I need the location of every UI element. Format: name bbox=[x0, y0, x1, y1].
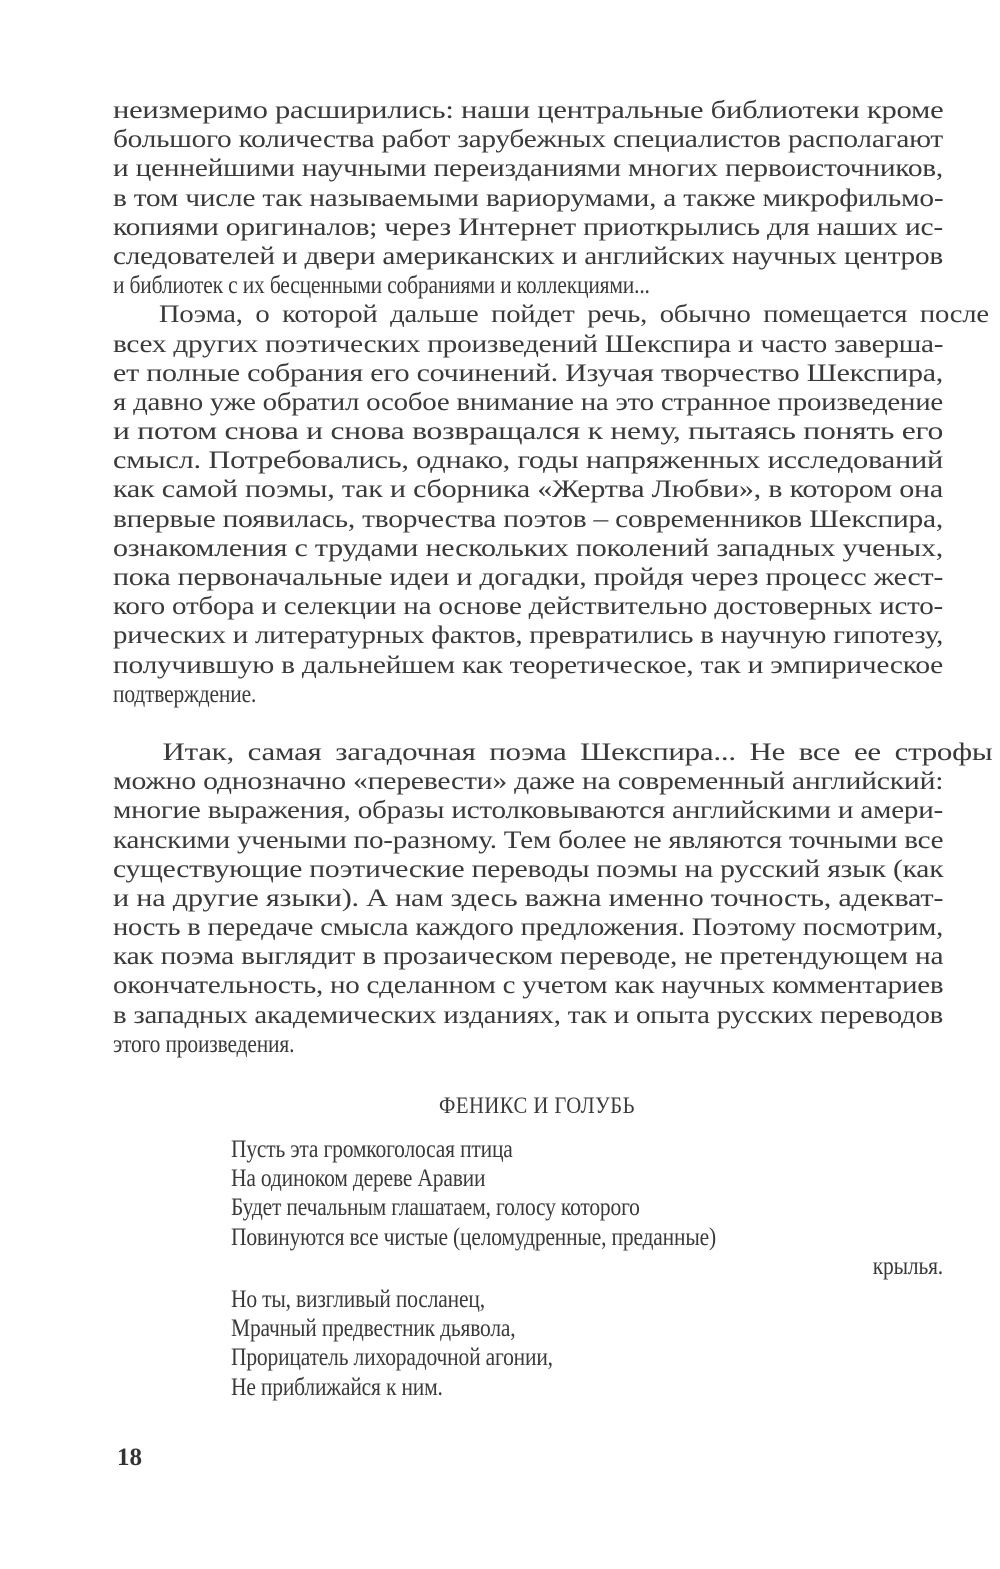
text-line: можно однозначно «перевести» даже на современный английский: bbox=[113, 768, 944, 796]
text-line: неизмеримо расширились: наши центральные библиотеки кроме bbox=[113, 97, 944, 124]
verse-line: Будет печальным глашатаем, голосу которого bbox=[231, 1194, 640, 1222]
verse-line: На одиноком дереве Аравии bbox=[231, 1165, 486, 1193]
text-line: этого произведения. bbox=[113, 1030, 295, 1058]
text-line: копиями оригиналов; через Интернет приоткрылись для наших ис- bbox=[113, 213, 943, 241]
text-line: ет полные собрания его сочинений. Изучая творчество Шекспира, bbox=[113, 359, 944, 387]
verse-line-overflow: крылья. bbox=[872, 1252, 943, 1280]
text-line: большого количества работ зарубежных специалистов располагают bbox=[113, 126, 944, 154]
text-line: существующие поэтические переводы поэмы на русский язык (как bbox=[113, 855, 944, 883]
text-line: как самой поэмы, так и сборника «Жертва Любви», в котором она bbox=[113, 476, 943, 504]
text-line: подтверждение. bbox=[113, 680, 257, 708]
text-line: канскими учеными по-разному. Тем более не являются точными все bbox=[113, 826, 944, 854]
text-line: я давно уже обратил особое внимание на это странное произведение bbox=[113, 388, 943, 416]
poem-title: ФЕНИКС И ГОЛУБЬ bbox=[439, 1093, 635, 1118]
text-line: и потом снова и снова возвращался к нему, пытаясь понять его bbox=[113, 418, 943, 446]
text-line: Поэма, о которой дальше пойдет речь, обычно помещается после bbox=[158, 301, 989, 329]
text-line: кого отбора и селекции на основе действительно достоверных исто- bbox=[113, 593, 943, 621]
paragraph-2 bbox=[113, 300, 989, 709]
book-page bbox=[113, 96, 993, 1402]
paragraph-1 bbox=[113, 96, 943, 300]
text-line: и на другие языки). А нам здесь важна именно точность, адекват- bbox=[113, 884, 944, 912]
text-line: Итак, самая загадочная поэма Шекспира... Не все ее строфы bbox=[162, 738, 993, 766]
text-line: рических и литературных фактов, превратились в научную гипотезу, bbox=[113, 622, 944, 650]
verse-line: Не приближайся к ним. bbox=[231, 1373, 443, 1401]
text-line: следователей и двери американских и английских научных центров bbox=[113, 242, 944, 270]
text-line: получившую в дальнейшем как теоретическое, так и эмпирическое bbox=[113, 651, 943, 679]
text-line: в том числе так называемыми вариорумами, а также микрофильмо- bbox=[113, 184, 944, 212]
poem bbox=[113, 1135, 943, 1402]
poem-stanza-1 bbox=[231, 1135, 943, 1281]
text-line: и библиотек с их бесценными собраниями и коллекциями... bbox=[113, 272, 650, 300]
text-line: ность в передаче смысла каждого предложения. Поэтому посмотрим, bbox=[113, 914, 943, 942]
text-line: ознакомления с трудами нескольких поколений западных ученых, bbox=[113, 534, 943, 562]
text-line: пока первоначальные идеи и догадки, пройдя через процесс жест- bbox=[113, 564, 944, 591]
text-line: многие выражения, образы истолковываются английскими и амери- bbox=[113, 797, 943, 825]
text-line: как поэма выглядит в прозаическом переводе, не претендующем на bbox=[113, 943, 944, 971]
verse-line: Мрачный предвестник дьявола, bbox=[231, 1315, 516, 1343]
text-line: всех других поэтических произведений Шекспира и часто заверша- bbox=[113, 330, 944, 358]
text-line: в западных академических изданиях, так и опыта русских переводов bbox=[113, 1001, 943, 1029]
text-line: окончательность, но сделанном с учетом как научных комментариев bbox=[113, 972, 944, 1000]
text-line: и ценнейшими научными переизданиями многих первоисточников, bbox=[113, 155, 943, 183]
text-line: смысл. Потребовались, однако, годы напряженных исследований bbox=[113, 447, 943, 475]
verse-line: Но ты, визгливый посланец, bbox=[231, 1285, 485, 1313]
page-number: 18 bbox=[117, 1444, 142, 1471]
text-line: впервые появилась, творчества поэтов – современников Шекспира, bbox=[113, 505, 943, 533]
verse-line: Пусть эта громкоголосая птица bbox=[231, 1136, 513, 1163]
poem-stanza-2 bbox=[231, 1285, 943, 1402]
verse-line: Прорицатель лихорадочной агонии, bbox=[231, 1344, 553, 1372]
verse-line: Повинуются все чистые (целомудренные, преданные) bbox=[231, 1223, 716, 1251]
paragraph-gap bbox=[113, 709, 943, 738]
paragraph-3 bbox=[113, 738, 993, 1059]
